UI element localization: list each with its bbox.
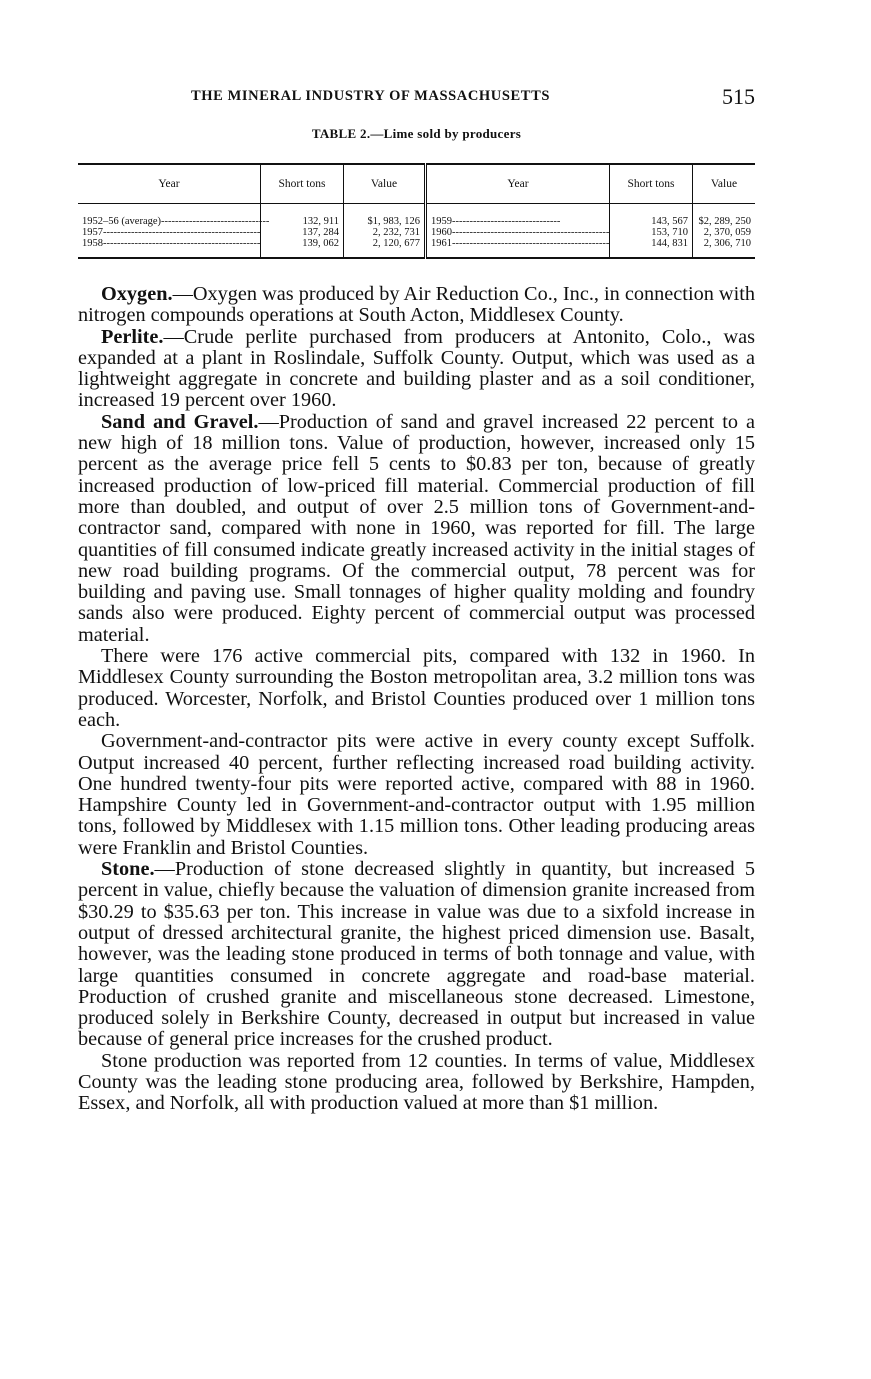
- paragraph-sand-and-gravel: [78, 412, 755, 646]
- cell-year: [78, 204, 270, 228]
- cell-value: 2, 306, 710: [693, 238, 756, 258]
- paragraph-text: —Production of sand and gravel increased 22 percent to a new high of 18 million tons. Value of production, however, increased only 15 percent as the average price fell 5 cents to $0.83 per ton, because of greatly increased production of low-priced fill material. Commercial production of fill more than doubled, and output of over 2.5 million tons of Government-and-contractor sand, compared with none in 1960, was reported for fill. The large quantities of fill consumed indicate greatly increased activity in the initial stages of new road building programs. Of the commercial output, 78 percent was for building and paving use. Small tonnages of higher quality molding and foundry sands also were produced. Eighty percent of commercial output was processed material.: [78, 410, 755, 646]
- column-header-short-tons-b: Short tons: [610, 164, 693, 204]
- paragraph-heading: Sand and Gravel.: [101, 410, 259, 433]
- paragraph-text: —Oxygen was produced by Air Reduction Co., Inc., in connection with nitrogen compounds operations at South Acton, Middlesex County.: [78, 283, 755, 327]
- paragraph-text: —Crude perlite purchased from producers at Antonito, Colo., was expanded at a plant in Roslindale, Suffolk County. Output, which was used as a lightweight aggregate in concrete and building plaster and as a soil conditioner, increased 19 percent over 1960.: [78, 325, 755, 412]
- year-label: 1960: [431, 227, 452, 238]
- column-header-value-a: Value: [344, 164, 426, 204]
- cell-value: 2, 120, 677: [344, 238, 426, 258]
- year-label: 1957: [82, 227, 103, 238]
- body-text: [78, 284, 755, 1115]
- paragraph-oxygen: [78, 284, 755, 327]
- dot-leader: ---------------------------------------------: [103, 227, 261, 238]
- cell-short-tons: 139, 062: [261, 238, 344, 258]
- table-header-row: [78, 164, 755, 204]
- column-header-year-b: Year: [426, 164, 610, 204]
- paragraph-perlite: [78, 327, 755, 412]
- running-head: [78, 84, 755, 108]
- paragraph-heading: Stone.: [101, 858, 155, 881]
- table-title: TABLE 2.—Lime sold by producers: [311, 126, 522, 141]
- dot-leader: ---------------------------------------------: [452, 238, 610, 249]
- year-label: 1961: [431, 238, 452, 249]
- table-row: [78, 238, 755, 258]
- paragraph-text: —Production of stone decreased slightly in quantity, but increased 5 percent in value, chiefly because the valuation of dimension granite increased from $30.29 to $35.63 per ton. This increase in value was due to a sixfold increase in output of dressed architectural granite, the highest priced dimension use. Basalt, however, was the leading stone produced in terms of both tonnage and value, with large quantities consumed in concrete aggregate and road-base material. Production of crushed granite and miscellaneous stone decreased. Limestone, produced solely in Berkshire County, decreased in output but increased in value because of general price increases for the crushed product.: [78, 858, 755, 1051]
- table-row: [78, 227, 755, 238]
- cell-year: [426, 238, 610, 258]
- dot-leader: ---------------------------------------------: [103, 238, 261, 249]
- cell-value: $2, 289, 250: [693, 204, 756, 228]
- cell-short-tons: 153, 710: [610, 227, 693, 238]
- running-title: THE MINERAL INDUSTRY OF MASSACHUSETTS: [191, 88, 551, 104]
- paragraph-stone: [78, 859, 755, 1051]
- table-row: [78, 204, 755, 228]
- cell-year: [78, 238, 261, 258]
- paragraph-text: Government-and-contractor pits were active in every county except Suffolk. Output increased 40 percent, further reflecting increased road building activity. One hundred twenty-four pits were reported active, compared with 88 in 1960. Hampshire County led in Government-and-contractor output with 1.95 million tons, followed by Middlesex with 1.15 million tons. Other leading producing areas were Franklin and Bristol Counties.: [78, 730, 755, 859]
- dot-leader: ---------------------------------------------: [452, 227, 610, 238]
- year-label: 1959: [431, 216, 452, 227]
- cell-year: [426, 204, 610, 228]
- year-label: 1958: [82, 238, 103, 249]
- cell-value: 2, 232, 731: [344, 227, 426, 238]
- cell-value: 2, 370, 059: [693, 227, 756, 238]
- paragraph-heading: Perlite.: [101, 325, 164, 348]
- cell-value: $1, 983, 126: [344, 204, 426, 228]
- paragraph-heading: Oxygen.: [101, 283, 173, 305]
- cell-short-tons: 132, 911: [261, 204, 344, 228]
- column-header-short-tons-a: Short tons: [261, 164, 344, 204]
- dot-leader: -------------------------------: [161, 216, 270, 227]
- cell-year: [78, 227, 261, 238]
- year-label: 1952–56 (average): [82, 216, 162, 227]
- cell-short-tons: 137, 284: [261, 227, 344, 238]
- paragraph-text: Stone production was reported from 12 counties. In terms of value, Middlesex County was the leading stone producing area, followed by Berkshire, Hampden, Essex, and Norfolk, all with production valued at more than $1 million.: [78, 1049, 755, 1115]
- cell-year: [426, 227, 610, 238]
- paragraph-government-pits: [78, 731, 755, 859]
- dot-leader: -------------------------------: [452, 216, 561, 227]
- column-header-value-b: Value: [693, 164, 756, 204]
- lime-sold-table: [78, 163, 755, 259]
- paragraph-text: There were 176 active commercial pits, compared with 132 in 1960. In Middlesex County surrounding the Boston metropolitan area, 3.2 million tons was produced. Worcester, Norfolk, and Bristol Counties produced over 1 million tons each.: [78, 645, 755, 731]
- page-number: 515: [722, 84, 755, 109]
- paragraph-stone-counties: [78, 1051, 755, 1115]
- cell-short-tons: 144, 831: [610, 238, 693, 258]
- column-header-year-a: Year: [78, 164, 261, 204]
- paragraph-commercial-pits: [78, 646, 755, 731]
- cell-short-tons: 143, 567: [610, 204, 693, 228]
